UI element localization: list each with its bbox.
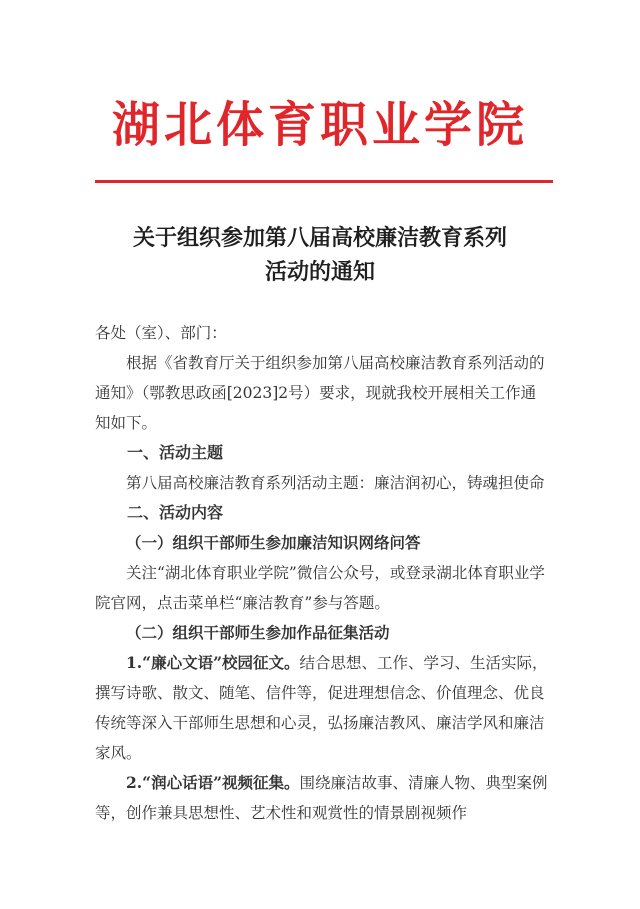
item-2-text: 围绕廉洁故事、清廉人物、典型案例等，创作兼具思想性、艺术性和观赏性的情景剧视频作 [95, 774, 548, 822]
title-line-2: 活动的通知 [264, 260, 375, 285]
header-red-rule [95, 180, 553, 183]
section-2-heading: 二、活动内容 [127, 503, 224, 522]
salutation: 各处（室）、部门： [95, 324, 227, 342]
item-1-paragraph [95, 648, 551, 768]
subsection-1-heading: （一）组织干部师生参加廉洁知识网络问答 [126, 534, 421, 552]
item-2-lead: 2.“润心话语”视频征集。 [126, 773, 300, 792]
item-1-text: 结合思想、工作、学习、生活实际，撰写诗歌、散文、随笔、信件等，促进理想信念、价值理念、优良传统等深入干部师生思想和心灵，弘扬廉洁教风、廉洁学风和廉洁家风。 [95, 654, 548, 762]
section-1-heading: 一、活动主题 [127, 443, 224, 462]
subsection-1-text: 关注“湖北体育职业学院”微信公众号，或登录湖北体育职业学院官网，点击菜单栏“廉洁教育”参与答题。 [95, 564, 545, 612]
notice-body [95, 318, 551, 828]
institution-header: 湖北体育职业学院 [111, 97, 528, 153]
item-1-lead: 1.“廉心文语”校园征文。 [126, 653, 300, 672]
subsection-2-heading: （二）组织干部师生参加作品征集活动 [126, 624, 390, 642]
intro-paragraph: 根据《省教育厅关于组织参加第八届高校廉洁教育系列活动的通知》（鄂教思政函[2023]2号）要求，现就我校开展相关工作通知如下。 [95, 354, 545, 432]
title-line-1: 关于组织参加第八届高校廉洁教育系列 [132, 226, 507, 251]
notice-title [0, 222, 640, 290]
item-2-paragraph [95, 768, 551, 828]
section-1-text: 第八届高校廉洁教育系列活动主题：廉洁润初心，铸魂担使命 [126, 474, 545, 492]
